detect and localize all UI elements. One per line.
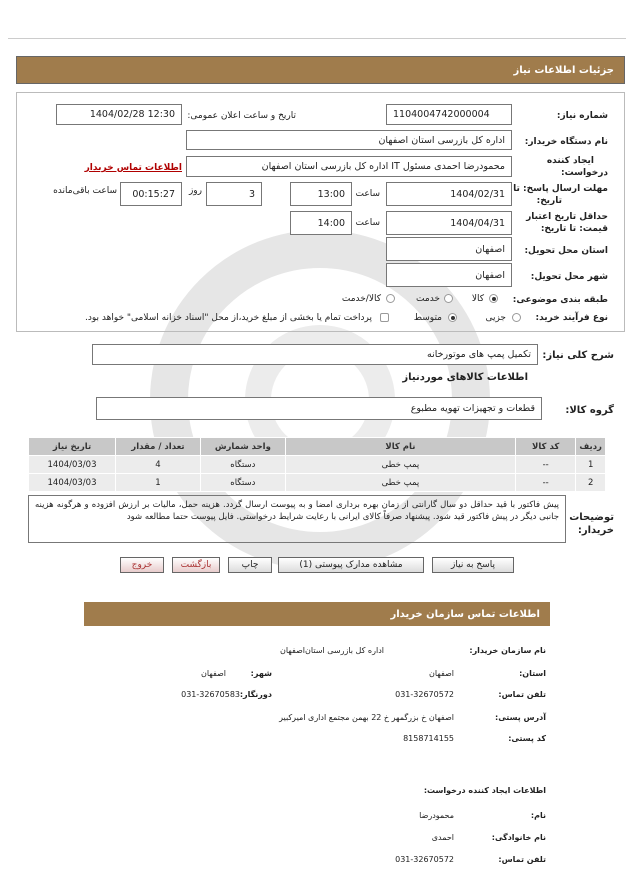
postal-value: 8158714155: [403, 734, 454, 743]
announce-field[interactable]: 1404/02/28 12:30: [56, 104, 182, 125]
cell-row: 2: [576, 474, 606, 492]
buyer-org-label: نام دستگاه خریدار:: [524, 137, 608, 147]
attachments-button[interactable]: مشاهده مدارک پیوستی (1): [278, 557, 424, 573]
print-button[interactable]: چاپ: [228, 557, 272, 573]
col-date: تاریخ نیاز: [29, 438, 116, 456]
notes-label-2: خریدار:: [577, 525, 614, 536]
goods-group-field: قطعات و تجهیزات تهویه مطبوع: [96, 397, 542, 420]
contact-province-label: استان:: [519, 669, 546, 678]
contact-city-label: شهر:: [250, 669, 272, 678]
buyer-contact-link[interactable]: اطلاعات تماس خریدار: [84, 163, 182, 173]
cell-date: 1404/03/03: [29, 456, 116, 474]
city-label: شهر محل تحویل:: [530, 272, 608, 282]
creator-info-title: اطلاعات ایجاد کننده درخواست:: [423, 786, 546, 795]
deadline-days-field: 3: [206, 182, 262, 206]
contact-header: [84, 602, 550, 626]
contact-province-value: اصفهان: [428, 669, 454, 678]
creator-family-label: نام خانوادگی:: [491, 833, 546, 842]
cell-qty: 4: [116, 456, 201, 474]
items-table: [28, 437, 606, 492]
contact-phone-label: تلفن تماس:: [498, 690, 546, 699]
org-value: اداره کل بازرسی استان‌اصفهان: [279, 646, 384, 655]
creator-phone-label: تلفن تماس:: [498, 855, 546, 864]
cell-code: --: [515, 474, 575, 492]
validity-label-1: حداقل تاریخ اعتبار: [526, 212, 608, 222]
deadline-remaining-field: 00:15:27: [120, 182, 182, 206]
cell-unit: دستگاه: [200, 456, 285, 474]
col-name: نام کالا: [285, 438, 515, 456]
category-radio-service[interactable]: [444, 294, 453, 303]
creator-field[interactable]: محمودرضا احمدی مسئول IT اداره کل بازرسی استان اصفهان: [186, 156, 512, 177]
province-field[interactable]: اصفهان: [386, 237, 512, 261]
back-button[interactable]: بازگشت: [172, 557, 220, 573]
address-label: آدرس پستی:: [495, 713, 546, 722]
cell-row: 1: [576, 456, 606, 474]
table-row: [29, 456, 606, 474]
announce-label: تاریخ و ساعت اعلان عمومی:: [187, 111, 296, 121]
payment-note: پرداخت تمام یا بخشی از مبلغ خرید،از محل "اسناد خزانه اسلامی" خواهد بود.: [84, 313, 372, 323]
process-radio-minor[interactable]: [512, 313, 521, 322]
process-label: نوع فرآیند خرید:: [535, 313, 608, 323]
cell-name: پمپ خطی: [285, 456, 515, 474]
validity-time-label: ساعت: [355, 218, 380, 228]
category-option-goods: کالا: [471, 294, 484, 304]
contact-city-value: اصفهان: [200, 669, 226, 678]
top-divider: [8, 38, 626, 39]
contact-phone-value: 031-32670572: [395, 690, 454, 699]
city-field[interactable]: اصفهان: [386, 263, 512, 287]
process-option-medium: متوسط: [413, 313, 442, 323]
cell-qty: 1: [116, 474, 201, 492]
cell-code: --: [515, 456, 575, 474]
deadline-label-2: تاریخ:: [536, 196, 562, 206]
postal-label: کد پستی:: [508, 734, 546, 743]
validity-time-field[interactable]: 14:00: [290, 211, 352, 235]
items-table-header: [29, 438, 606, 456]
payment-checkbox[interactable]: [380, 313, 389, 322]
col-qty: تعداد / مقدار: [116, 438, 201, 456]
goods-group-label: گروه کالا:: [565, 405, 614, 416]
address-value: اصفهان خ بزرگمهر خ 22 بهمن مجتمع اداری امیرکبیر: [279, 713, 454, 722]
contact-title: اطلاعات تماس سازمان خریدار: [390, 608, 540, 620]
deadline-date-field[interactable]: 1404/02/31: [386, 182, 512, 206]
page-header: [16, 56, 625, 84]
validity-date-field[interactable]: 1404/04/31: [386, 211, 512, 235]
creator-name-value: محمودرضا: [419, 811, 454, 820]
creator-label-2: درخواست:: [561, 168, 608, 178]
creator-name-label: نام:: [530, 811, 546, 820]
contact-fax-label: دورنگار:: [239, 690, 272, 699]
buyer-org-field[interactable]: اداره کل بازرسی استان اصفهان: [186, 130, 512, 150]
notes-text: پیش فاکتور با قید حداقل دو سال گارانتی از زمان بهره برداری امضا و به پیوست ارسال گردد. هزینه حمل، مالیات بر ارزش افزوده و هرگونه هزینه جانبی دیگر در پیش فاکتور قید شود. پیشنهاد صرفاً کالای ایرانی با رعایت شرایط درخواستی. فایل پیوست حتما مطالعه شود: [35, 500, 559, 522]
need-number-label: شماره نیاز:: [556, 111, 608, 121]
need-number-field[interactable]: 1104004742000004: [386, 104, 512, 125]
category-option-service: خدمت: [416, 294, 440, 304]
province-label: استان محل تحویل:: [524, 246, 608, 256]
org-label: نام سازمان خریدار:: [469, 646, 546, 655]
deadline-label-1: مهلت ارسال پاسخ: تا: [513, 184, 608, 194]
validity-label-2: قیمت: تا تاریخ:: [540, 224, 608, 234]
summary-label: شرح کلی نیاز:: [542, 350, 614, 361]
col-row: ردیف: [576, 438, 606, 456]
cell-date: 1404/03/03: [29, 474, 116, 492]
creator-label-1: ایجاد کننده: [546, 156, 594, 166]
category-radio-goods[interactable]: [489, 294, 498, 303]
deadline-remaining-label: ساعت باقی‌مانده: [53, 186, 117, 196]
notes-label-1: توضیحات: [569, 512, 614, 523]
contact-fax-value: 031-32670583: [181, 690, 240, 699]
notes-box: [28, 495, 566, 543]
reply-button[interactable]: پاسخ به نیاز: [432, 557, 514, 573]
category-radio-both[interactable]: [386, 294, 395, 303]
summary-field: تکمیل پمپ های موتورخانه: [92, 344, 538, 365]
exit-button[interactable]: خروج: [120, 557, 164, 573]
cell-name: پمپ خطی: [285, 474, 515, 492]
col-code: کد کالا: [515, 438, 575, 456]
category-label: طبقه بندی موضوعی:: [512, 295, 608, 305]
deadline-time-label: ساعت: [355, 189, 380, 199]
col-unit: واحد شمارش: [200, 438, 285, 456]
creator-family-value: احمدی: [431, 833, 454, 842]
category-option-both: کالا/خدمت: [341, 294, 381, 304]
goods-section-title: اطلاعات کالاهای موردنیاز: [402, 372, 528, 383]
creator-phone-value: 031-32670572: [395, 855, 454, 864]
table-row: [29, 474, 606, 492]
cell-unit: دستگاه: [200, 474, 285, 492]
process-radio-medium[interactable]: [448, 313, 457, 322]
page-title: جزئیات اطلاعات نیاز: [513, 64, 614, 76]
deadline-time-field[interactable]: 13:00: [290, 182, 352, 206]
deadline-day-label: روز: [188, 186, 202, 196]
process-option-minor: جزیی: [485, 313, 506, 323]
